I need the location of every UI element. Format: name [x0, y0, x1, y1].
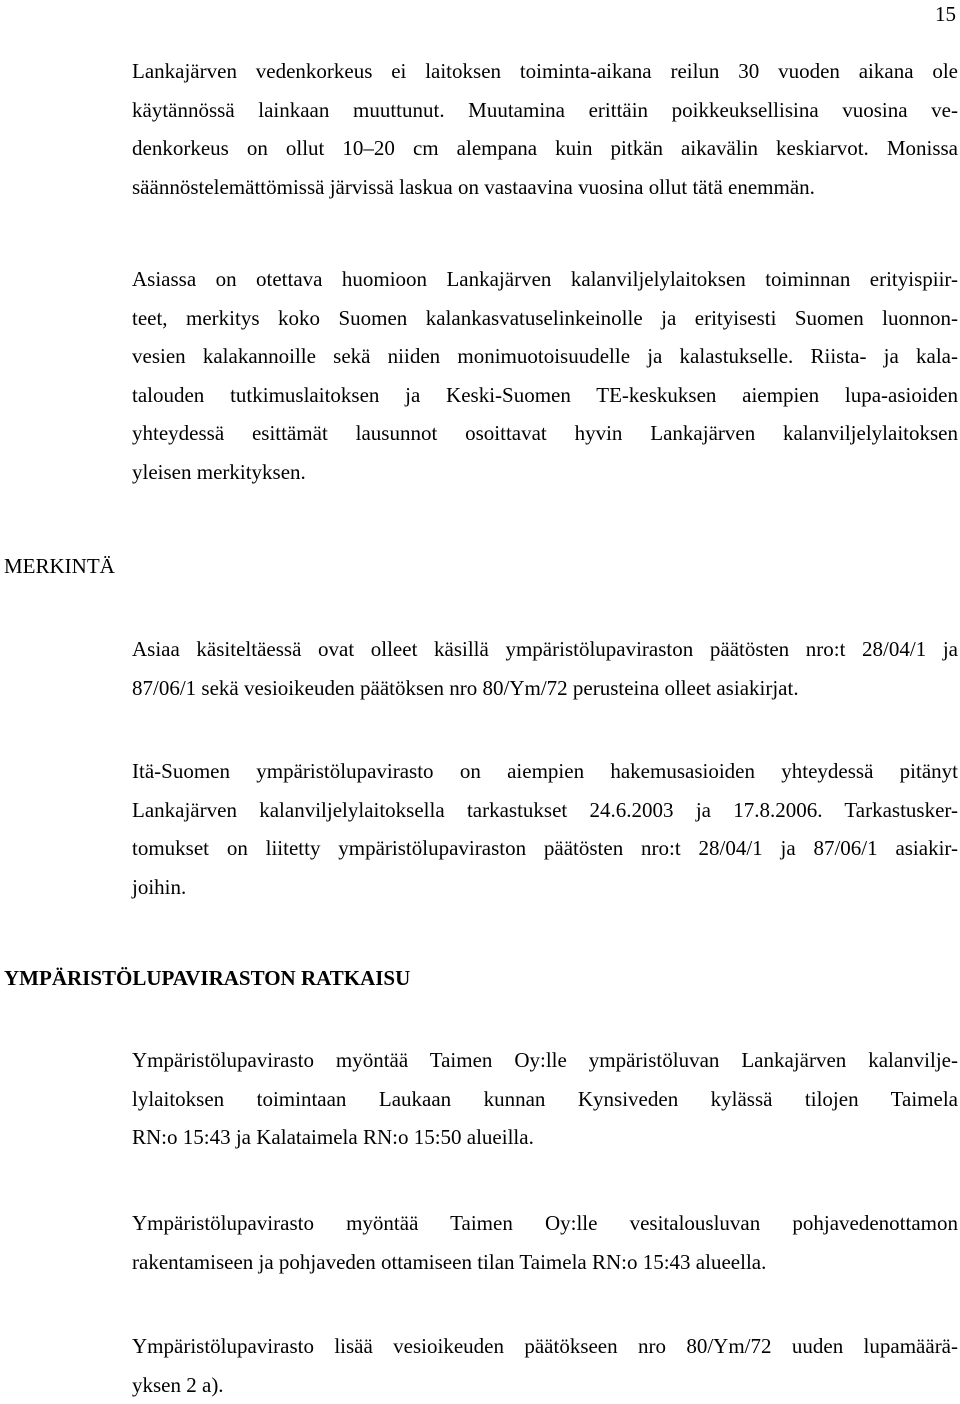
text-line: teet, merkitys koko Suomen kalankasvatuselinkeinolle ja erityisesti Suomen luonnon-: [132, 305, 958, 330]
heading-merkinta: MERKINTÄ: [4, 554, 115, 578]
text-line: yhteydessä esittämät lausunnot osoittavat hyvin Lankajärven kalanviljelylaitoksen: [132, 421, 958, 446]
heading-ratkaisu: YMPÄRISTÖLUPAVIRASTON RATKAISU: [4, 966, 411, 990]
text-line: käytännössä lainkaan muuttunut. Muutamina erittäin poikkeuksellisina vuosina ve-: [132, 97, 958, 122]
page-number: 15: [935, 2, 956, 26]
text-line: Itä-Suomen ympäristölupavirasto on aiempien hakemusasioiden yhteydessä pitänyt: [132, 759, 958, 783]
text-line: RN:o 15:43 ja Kalataimela RN:o 15:50 alueilla.: [132, 1125, 534, 1150]
paragraph-inspections: [132, 752, 958, 906]
paragraph-environmental-permit: [132, 1041, 958, 1157]
text-line: denkorkeus on ollut 10–20 cm alempana kuin pitkän aikavälin keskiarvot. Monissa: [132, 136, 958, 161]
text-line: Ympäristölupavirasto myöntää Taimen Oy:lle vesitalousluvan pohjavedenottamon: [132, 1211, 958, 1235]
paragraph-documents: [132, 630, 958, 707]
text-line: yleisen merkityksen.: [132, 459, 306, 484]
text-line: 87/06/1 sekä vesioikeuden päätöksen nro 80/Ym/72 perusteina olleet asiakirjat.: [132, 675, 799, 700]
text-line: Asiassa on otettava huomioon Lankajärven kalanviljelylaitoksen toiminnan erityispiir-: [132, 267, 958, 291]
paragraph-water-level: [132, 52, 958, 206]
text-line: Ympäristölupavirasto myöntää Taimen Oy:lle ympäristöluvan Lankajärven kalanvilje-: [132, 1048, 958, 1072]
text-line: tomukset on liitetty ympäristölupaviraston päätösten nro:t 28/04/1 ja 87/06/1 asiakir-: [132, 836, 958, 861]
text-line: Lankajärven kalanviljelylaitoksella tarkastukset 24.6.2003 ja 17.8.2006. Tarkastusker-: [132, 797, 958, 822]
text-line: Lankajärven vedenkorkeus ei laitoksen toiminta-aikana reilun 30 vuoden aikana ole: [132, 59, 958, 83]
text-line: yksen 2 a).: [132, 1372, 224, 1397]
text-line: säännöstelemättömissä järvissä laskua on vastaavina vuosina ollut tätä enemmän.: [132, 174, 815, 199]
text-line: vesien kalakannoille sekä niiden monimuotoisuudelle ja kalastukselle. Riista- ja kala-: [132, 344, 958, 369]
text-line: Ympäristölupavirasto lisää vesioikeuden päätökseen nro 80/Ym/72 uuden lupamäärä-: [132, 1334, 958, 1358]
paragraph-special-features: [132, 260, 958, 492]
paragraph-water-permit: [132, 1204, 958, 1281]
paragraph-new-provision: [132, 1327, 958, 1404]
text-line: Asiaa käsiteltäessä ovat olleet käsillä ympäristölupaviraston päätösten nro:t 28/04/1 ja: [132, 637, 958, 661]
text-line: talouden tutkimuslaitoksen ja Keski-Suomen TE-keskuksen aiempien lupa-asioiden: [132, 382, 958, 407]
text-line: lylaitoksen toimintaan Laukaan kunnan Kynsiveden kylässä tilojen Taimela: [132, 1086, 958, 1111]
text-line: rakentamiseen ja pohjaveden ottamiseen tilan Taimela RN:o 15:43 alueella.: [132, 1249, 767, 1274]
text-line: joihin.: [132, 874, 187, 899]
